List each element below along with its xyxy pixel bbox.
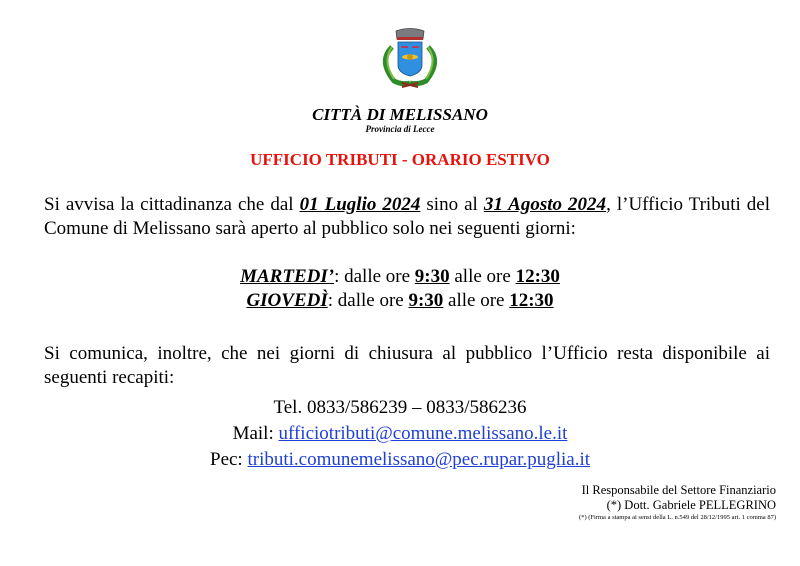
signature-name: (*) Dott. Gabriele PELLEGRINO [606, 498, 776, 512]
schedule-to: 12:30 [509, 290, 554, 311]
end-date: 31 Agosto 2024 [483, 194, 607, 215]
schedule-day: GIOVEDÌ [246, 290, 328, 311]
notice-text: Si avvisa la cittadinanza che dal [44, 194, 300, 215]
mail-link[interactable]: ufficiotributi@comune.melissano.le.it [278, 423, 568, 444]
start-date: 01 Luglio 2024 [299, 194, 421, 215]
schedule-from: 9:30 [414, 266, 450, 287]
city-coat-of-arms-icon [368, 27, 452, 93]
notice-paragraph [44, 193, 770, 241]
notice-text: sino al [420, 194, 484, 215]
schedule-row-thursday [0, 290, 800, 312]
city-title: CITTÀ DI MELISSANO [312, 105, 488, 124]
signature-note: (*) (Firma a stampa ai sensi della L. n.549 del 28/12/1995 art. 1 comma 87) [579, 514, 776, 521]
schedule-from: 9:30 [408, 290, 444, 311]
schedule-text: alle ore [449, 266, 516, 287]
schedule-day: MARTEDI’ [240, 266, 335, 287]
mail-label: Mail: [232, 423, 279, 444]
contacts-intro: Si comunica, inoltre, che nei giorni di chiusura al pubblico l’Ufficio resta disponibile ai seguenti recapiti: [44, 343, 770, 388]
schedule-text: : dalle ore [327, 290, 409, 311]
schedule-text: alle ore [443, 290, 510, 311]
schedule-text: : dalle ore [334, 266, 415, 287]
pec-line [0, 449, 800, 471]
pec-label: Pec: [210, 449, 248, 470]
pec-link[interactable]: tributi.comunemelissano@pec.rupar.puglia.it [247, 449, 590, 470]
notice-text: , l’Ufficio Tributi del Comune di Melissano sarà aperto al pubblico solo nei seguenti giorni: [44, 194, 770, 239]
signature-role: Il Responsabile del Settore Finanziario [581, 483, 776, 497]
province-label: Provincia di Lecce [365, 124, 435, 134]
schedule-to: 12:30 [515, 266, 560, 287]
schedule-row-tuesday [0, 266, 800, 288]
phone-numbers: Tel. 0833/586239 – 0833/586236 [273, 397, 527, 418]
mail-line [0, 423, 800, 445]
notice-heading: UFFICIO TRIBUTI - ORARIO ESTIVO [250, 150, 550, 169]
